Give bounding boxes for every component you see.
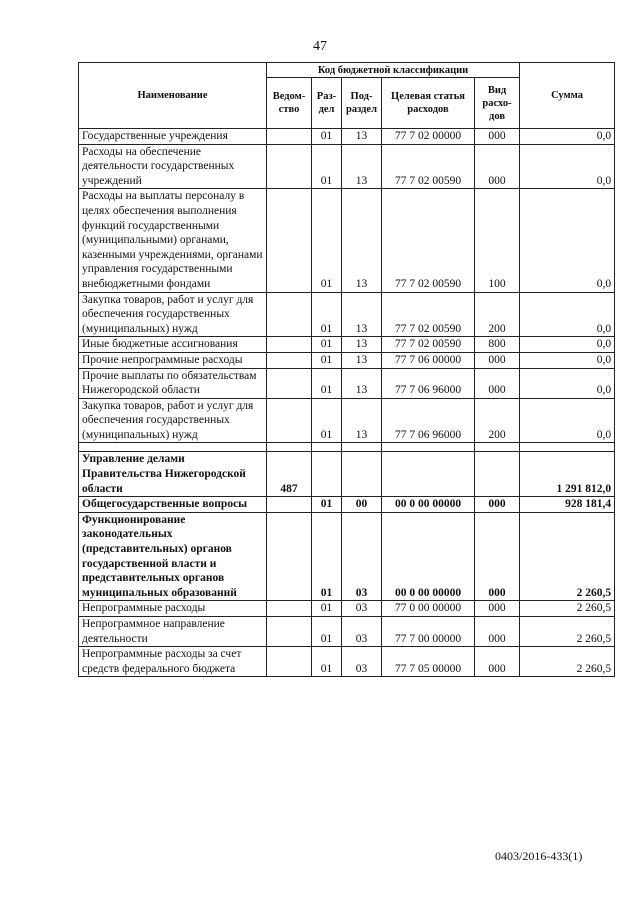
row-podrazdel: 03 [342,647,382,677]
row-expense-type: 100 [475,189,520,292]
row-target-article: 77 0 00 00000 [382,601,475,617]
row-name: Закупка товаров, работ и услуг для обеспечения государственных (муниципальных) нужд [79,292,267,337]
row-target-article: 77 7 02 00590 [382,337,475,353]
row-expense-type: 200 [475,398,520,443]
row-name: Прочие выплаты по обязательствам Нижегородской области [79,368,267,398]
empty-cell [79,443,267,452]
row-name: Расходы на обеспечение деятельности государственных учреждений [79,144,267,189]
row-name: Государственные учреждения [79,129,267,145]
row-razdel: 01 [312,337,342,353]
table-row [79,398,615,443]
empty-cell [312,443,342,452]
table-row [79,129,615,145]
row-vedomstvo [267,601,312,617]
row-target-article: 77 7 05 00000 [382,647,475,677]
row-sum: 0,0 [520,398,615,443]
row-razdel: 01 [312,292,342,337]
row-podrazdel [342,452,382,497]
row-name: Расходы на выплаты персоналу в целях обеспечения выполнения функций государственными (муниципальными) органами, казенными учреждениями, органами управления государственными внебюджетными фондами [79,189,267,292]
row-expense-type: 200 [475,292,520,337]
row-razdel: 01 [312,647,342,677]
row-sum: 1 291 812,0 [520,452,615,497]
row-vedomstvo [267,292,312,337]
row-target-article: 00 0 00 00000 [382,497,475,513]
row-sum: 928 181,4 [520,497,615,513]
table-row [79,601,615,617]
row-podrazdel: 03 [342,512,382,601]
row-vedomstvo [267,352,312,368]
row-razdel: 01 [312,617,342,647]
row-name: Иные бюджетные ассигнования [79,337,267,353]
row-target-article: 77 7 06 00000 [382,352,475,368]
row-sum: 0,0 [520,129,615,145]
empty-cell [520,443,615,452]
table-row [79,292,615,337]
empty-cell [382,443,475,452]
row-podrazdel: 13 [342,189,382,292]
row-name: Закупка товаров, работ и услуг для обеспечения государственных (муниципальных) нужд [79,398,267,443]
row-vedomstvo: 487 [267,452,312,497]
row-target-article: 77 7 06 96000 [382,368,475,398]
row-sum: 0,0 [520,352,615,368]
empty-cell [267,443,312,452]
row-podrazdel: 13 [342,337,382,353]
row-target-article: 77 7 02 00590 [382,292,475,337]
table-row [79,497,615,513]
header-name: Наименование [79,63,267,129]
row-expense-type: 800 [475,337,520,353]
row-expense-type: 000 [475,512,520,601]
row-expense-type: 000 [475,368,520,398]
empty-cell [342,443,382,452]
row-sum: 0,0 [520,189,615,292]
row-podrazdel: 03 [342,601,382,617]
row-target-article: 77 7 06 96000 [382,398,475,443]
document-code: 0403/2016-433(1) [495,849,583,863]
row-razdel: 01 [312,352,342,368]
row-vedomstvo [267,617,312,647]
row-podrazdel: 00 [342,497,382,513]
table-row [79,617,615,647]
row-vedomstvo [267,398,312,443]
row-name: Функционирование законодательных (представительных) органов государственной власти и представительных органов муниципальных образований [79,512,267,601]
budget-table [78,62,615,677]
header-target-article: Целевая статья расходов [382,78,475,129]
table-row [79,452,615,497]
header-sum: Сумма [520,63,615,129]
page-number: 47 [313,39,327,54]
row-target-article: 77 7 00 00000 [382,617,475,647]
row-sum: 2 260,5 [520,601,615,617]
row-sum: 2 260,5 [520,512,615,601]
row-sum: 0,0 [520,337,615,353]
row-name: Непрограммные расходы [79,601,267,617]
row-expense-type [475,452,520,497]
row-razdel: 01 [312,129,342,145]
row-expense-type: 000 [475,352,520,368]
row-razdel: 01 [312,144,342,189]
row-sum: 0,0 [520,292,615,337]
row-sum: 0,0 [520,368,615,398]
table-row [79,189,615,292]
row-expense-type: 000 [475,617,520,647]
row-podrazdel: 13 [342,398,382,443]
table-row [79,144,615,189]
row-sum: 2 260,5 [520,617,615,647]
row-vedomstvo [267,337,312,353]
spacer-row [79,443,615,452]
header-podrazdel: Под-раздел [342,78,382,129]
row-razdel [312,452,342,497]
budget-table-body [79,129,615,677]
row-target-article: 77 7 02 00590 [382,189,475,292]
row-vedomstvo [267,512,312,601]
header-expense-type: Вид расхо-дов [475,78,520,129]
row-vedomstvo [267,497,312,513]
header-code-group: Код бюджетной классификации [267,63,520,78]
table-row [79,512,615,601]
row-podrazdel: 13 [342,292,382,337]
table-row [79,337,615,353]
row-target-article: 77 7 02 00000 [382,129,475,145]
row-target-article: 00 0 00 00000 [382,512,475,601]
row-name: Прочие непрограммные расходы [79,352,267,368]
row-razdel: 01 [312,189,342,292]
row-podrazdel: 13 [342,352,382,368]
row-razdel: 01 [312,497,342,513]
row-expense-type: 000 [475,601,520,617]
table-row [79,352,615,368]
row-podrazdel: 13 [342,144,382,189]
row-razdel: 01 [312,512,342,601]
row-expense-type: 000 [475,647,520,677]
row-vedomstvo [267,189,312,292]
row-name: Управление делами Правительства Нижегородской области [79,452,267,497]
row-razdel: 01 [312,601,342,617]
row-podrazdel: 03 [342,617,382,647]
row-vedomstvo [267,144,312,189]
row-vedomstvo [267,647,312,677]
row-expense-type: 000 [475,497,520,513]
row-vedomstvo [267,129,312,145]
row-podrazdel: 13 [342,368,382,398]
row-name: Непрограммные расходы за счет средств федерального бюджета [79,647,267,677]
row-podrazdel: 13 [342,129,382,145]
row-sum: 2 260,5 [520,647,615,677]
row-razdel: 01 [312,368,342,398]
row-vedomstvo [267,368,312,398]
empty-cell [475,443,520,452]
row-target-article [382,452,475,497]
table-row [79,368,615,398]
row-name: Непрограммное направление деятельности [79,617,267,647]
header-razdel: Раз-дел [312,78,342,129]
row-expense-type: 000 [475,144,520,189]
row-expense-type: 000 [475,129,520,145]
row-name: Общегосударственные вопросы [79,497,267,513]
header-vedomstvo: Ведом-ство [267,78,312,129]
table-row [79,647,615,677]
row-razdel: 01 [312,398,342,443]
row-sum: 0,0 [520,144,615,189]
row-target-article: 77 7 02 00590 [382,144,475,189]
